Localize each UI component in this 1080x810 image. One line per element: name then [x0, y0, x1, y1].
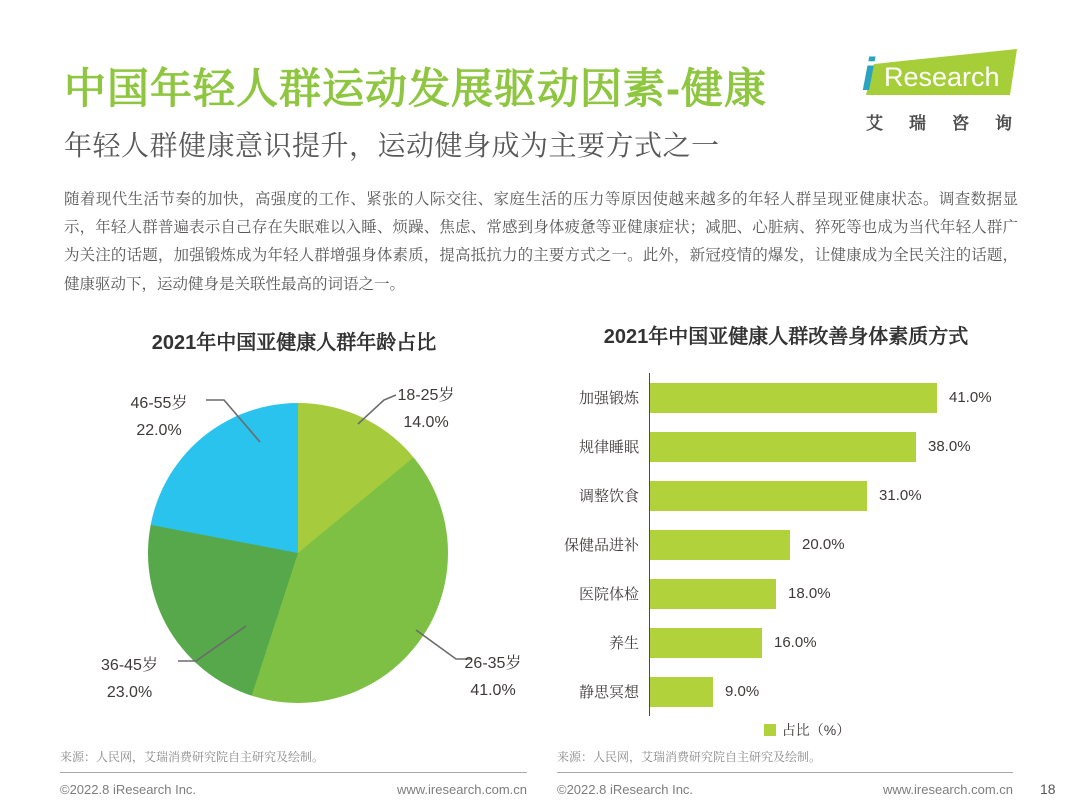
bar-row	[557, 667, 1015, 716]
logo-chinese-char: 瑞	[909, 114, 926, 133]
logo-chinese-char: 艾	[866, 114, 883, 133]
logo-chinese-char: 咨	[952, 114, 969, 133]
pie-label-36-45	[72, 652, 187, 706]
pie-category-label: 18-25岁	[397, 387, 455, 404]
bar-row	[557, 373, 1015, 422]
bar-plot-area	[649, 422, 1015, 471]
bar-value-label: 16.0%	[774, 634, 817, 651]
legend-swatch	[764, 724, 776, 736]
pie-value-label: 23.0%	[106, 684, 153, 701]
pie-chart	[60, 370, 528, 748]
legend-label: 占比（%）	[781, 722, 851, 738]
bar-category-label: 规律睡眠	[578, 439, 639, 456]
bar-row	[557, 520, 1015, 569]
pie-value-label: 14.0%	[403, 414, 449, 431]
bar-category-label: 调整饮食	[578, 488, 639, 505]
bar-chart-title: 2021年中国亚健康人群改善身体素质方式	[603, 326, 969, 348]
pie-chart-section	[60, 330, 528, 748]
bar-plot-area	[649, 373, 1015, 422]
bar-row	[557, 471, 1015, 520]
bar-source-note: 来源：人民网，艾瑞消费研究院自主研究及绘制。	[557, 750, 822, 764]
pie	[148, 403, 448, 703]
bar-plot-area	[649, 471, 1015, 520]
copyright: ©2022.8 iResearch Inc.	[557, 782, 694, 797]
pie-value-label: 41.0%	[470, 682, 516, 699]
bar-category-label: 加强锻炼	[578, 390, 639, 407]
bar-row	[557, 618, 1015, 667]
bar-category-label: 保健品进补	[563, 537, 639, 554]
bar-row	[557, 422, 1015, 471]
pie-label-26-35	[438, 650, 548, 704]
page-number: 18	[1040, 781, 1056, 797]
bar-chart-legend	[629, 720, 985, 740]
bar-value-label: 38.0%	[928, 438, 971, 455]
bar-plot-area	[649, 618, 1015, 667]
bar	[650, 481, 867, 511]
bar	[650, 383, 937, 413]
iresearch-logo-mark	[860, 48, 1018, 100]
pie-value-label: 22.0%	[136, 422, 182, 439]
footer-left	[60, 772, 527, 797]
bar-value-label: 18.0%	[788, 585, 831, 602]
pie-label-46-55	[100, 390, 218, 444]
bar-category-label: 医院体检	[578, 586, 639, 603]
iresearch-logo	[860, 48, 1018, 134]
pie-chart-title: 2021年中国亚健康人群年龄占比	[151, 332, 437, 354]
logo-i-glyph: i	[862, 48, 875, 100]
footer-right	[557, 772, 1013, 797]
bar-chart	[557, 373, 1015, 716]
bar-chart-section	[557, 324, 1015, 740]
bar	[650, 579, 776, 609]
copyright: ©2022.8 iResearch Inc.	[60, 782, 197, 797]
website-link: www.iresearch.com.cn	[882, 782, 1013, 797]
page-title: 中国年轻人群运动发展驱动因素-健康	[64, 65, 767, 112]
bar-row	[557, 569, 1015, 618]
logo-chinese-char: 询	[995, 114, 1012, 133]
bar-category-label: 养生	[608, 635, 639, 652]
bar-value-label: 41.0%	[949, 389, 992, 406]
bar-value-label: 20.0%	[802, 536, 845, 553]
intro-paragraph: 随着现代生活节奏的加快，高强度的工作、紧张的人际交往、家庭生活的压力等原因使越来越多的年轻人群呈现亚健康状态。调查数据显示，年轻人群普遍表示自己存在失眠难以入睡、烦躁、焦虑、常感到身体疲惫等亚健康症状；减肥、心脏病、猝死等也成为当代年轻人群广为关注的话题，加强锻炼成为年轻人群增强身体素质，提高抵抗力的主要方式之一。此外，新冠疫情的爆发，让健康成为全民关注的话题，健康驱动下，运动健身是关联性最高的词语之一。	[64, 191, 1018, 293]
bar-plot-area	[649, 667, 1015, 716]
bar-category-label: 静思冥想	[578, 684, 639, 701]
logo-chinese-name	[860, 109, 1018, 134]
bar	[650, 432, 916, 462]
pie-category-label: 36-45岁	[101, 657, 158, 674]
pie-category-label: 26-35岁	[464, 655, 522, 672]
bar-plot-area	[649, 520, 1015, 569]
website-link: www.iresearch.com.cn	[396, 782, 527, 797]
bar	[650, 628, 762, 658]
bar	[650, 677, 713, 707]
bar-value-label: 9.0%	[725, 683, 760, 700]
logo-research-text: Research	[884, 62, 1000, 92]
page-subtitle: 年轻人群健康意识提升，运动健身成为主要方式之一	[64, 130, 720, 161]
pie-category-label: 46-55岁	[130, 395, 188, 412]
pie-label-18-25	[366, 382, 486, 436]
pie-source-note: 来源：人民网，艾瑞消费研究院自主研究及绘制。	[60, 750, 325, 764]
bar-plot-area	[649, 569, 1015, 618]
bar	[650, 530, 790, 560]
bar-value-label: 31.0%	[879, 487, 922, 504]
